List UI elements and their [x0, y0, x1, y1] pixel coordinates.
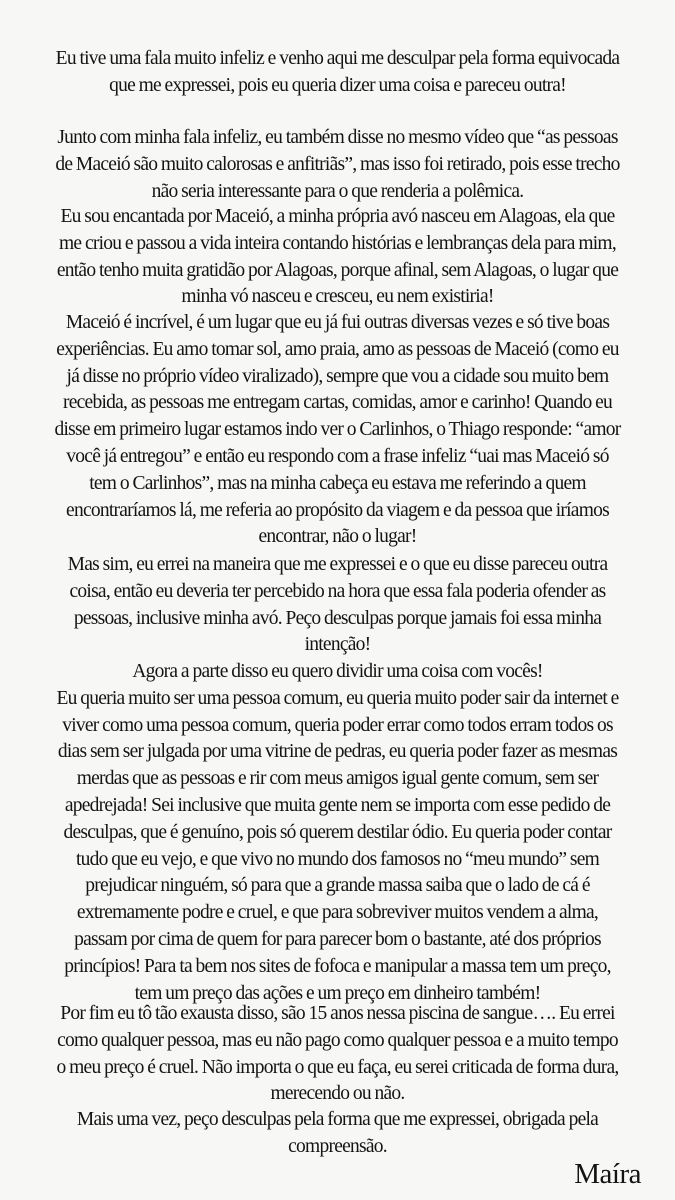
paragraph-5: [30, 552, 645, 659]
text-line: Maceió é incrível, é um lugar que eu já fui outras diversas vezes e só tive boas: [65, 312, 610, 333]
text-line: Por fim eu tô tão exausta disso, são 15 anos nessa piscina de sangue…. Eu errei: [60, 1003, 615, 1024]
text-line: dias sem ser julgada por uma vitrine de pedras, eu queria poder fazer as mesmas: [57, 741, 618, 763]
text-line: encontrar, não o lugar!: [258, 526, 417, 548]
paragraph-8: [30, 1107, 645, 1161]
text-line: tudo que eu vejo, e que vivo no mundo dos famosos no “meu mundo” sem: [75, 848, 600, 870]
signature: Maíra: [574, 1158, 641, 1190]
text-line: princípios! Para ta bem nos sites de fofoca e manipular a massa tem um preço,: [64, 955, 611, 977]
text-line: Eu sou encantada por Maceió, a minha própria avó nasceu em Alagoas, ela que: [60, 206, 615, 227]
paragraph-2: [30, 125, 645, 205]
text-line: viver como uma pessoa comum, queria poder errar como todos erram todos os: [62, 714, 613, 736]
text-line: encontraríamos lá, me referia ao propósito da viagem e da pessoa que iríamos: [66, 499, 609, 521]
text-line: tem o Carlinhos”, mas na minha cabeça eu estava me referindo a quem: [89, 472, 586, 494]
text-line: que me expressei, pois eu queria dizer uma coisa e pareceu outra!: [109, 74, 566, 96]
text-line: disse em primeiro lugar estamos indo ver o Carlinhos, o Thiago responde: “amor: [54, 419, 621, 441]
text-line: prejudicar ninguém, só para que a grande massa saiba que o lado de cá é: [85, 875, 590, 897]
text-line: minha vó nasceu e cresceu, eu nem existiria!: [181, 286, 494, 308]
text-line: merecendo ou não.: [270, 1083, 405, 1105]
paragraph-3: [30, 204, 645, 311]
paragraph-7: [30, 1001, 645, 1108]
text-line: o meu preço é cruel. Não importa o que eu faça, eu serei criticada de forma dura,: [56, 1056, 619, 1078]
paragraph-4: [30, 310, 645, 551]
paragraph-1: [30, 46, 645, 100]
text-line: Junto com minha fala infeliz, eu também disse no mesmo vídeo que “as pessoas: [57, 127, 618, 148]
text-line: não seria interessante para o que renderia a polêmica.: [151, 180, 524, 202]
text-line: me criou e passou a vida inteira contando histórias e lembranças dela para mim,: [59, 232, 616, 254]
text-line: tem um preço das ações e um preço em dinheiro também!: [134, 982, 541, 1004]
text-line: extremamente podre e cruel, e que para sobreviver muitos vendem a alma,: [76, 902, 599, 924]
text-line: desculpas, que é genuíno, pois só querem destilar ódio. Eu queria poder contar: [63, 821, 612, 843]
text-line: pessoas, inclusive minha avó. Peço desculpas porque jamais foi essa minha: [73, 607, 602, 629]
text-line: como qualquer pessoa, mas eu não pago como qualquer pessoa e a muito tempo: [57, 1029, 618, 1051]
text-line: Agora a parte disso eu quero dividir uma coisa com vocês!: [132, 661, 543, 682]
text-line: você já entregou” e então eu respondo com a frase infeliz “uai mas Maceió só: [66, 445, 609, 467]
text-line: apedrejada! Sei inclusive que muita gente nem se importa com esse pedido de: [64, 794, 611, 816]
text-line: compreensão.: [288, 1135, 387, 1157]
text-line: experiências. Eu amo tomar sol, amo praia, amo as pessoas de Maceió (como eu: [56, 338, 619, 360]
text-line: então tenho muita gratidão por Alagoas, porque afinal, sem Alagoas, o lugar que: [56, 259, 619, 281]
text-line: coisa, então eu deveria ter percebido na hora que essa fala poderia ofender as: [69, 580, 606, 602]
paragraph-6: [30, 659, 645, 1007]
text-line: Mas sim, eu errei na maneira que me expressei e o que eu disse pareceu outra: [67, 554, 608, 575]
text-line: merdas que as pessoas e rir com meus amigos igual gente comum, sem ser: [76, 768, 599, 790]
text-line: de Maceió são muito calorosas e anfitriãs”, mas isso foi retirado, pois esse trecho: [55, 153, 620, 175]
text-line: Mais uma vez, peço desculpas pela forma que me expressei, obrigada pela: [76, 1109, 599, 1130]
text-line: recebida, as pessoas me entregam cartas, comidas, amor e carinho! Quando eu: [63, 392, 612, 414]
text-line: Eu tive uma fala muito infeliz e venho aqui me desculpar pela forma equivocada: [55, 48, 620, 69]
text-line: intenção!: [304, 634, 371, 656]
text-line: Eu queria muito ser uma pessoa comum, eu queria muito poder sair da internet e: [56, 687, 619, 709]
text-line: já disse no próprio vídeo viralizado), sempre que vou a cidade sou muito bem: [66, 365, 609, 387]
text-line: passam por cima de quem for para parecer bom o bastante, até dos próprios: [74, 928, 601, 950]
